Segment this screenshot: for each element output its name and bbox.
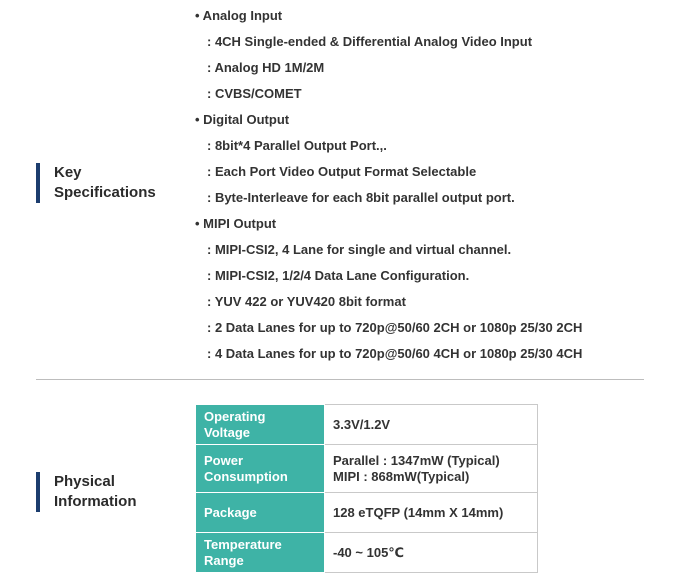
row-key-line: Temperature [204,536,282,552]
row-key-line: Range [204,552,244,568]
physical-information-label [36,472,137,512]
spec-item: : Analog HD 1M/2M [207,60,325,75]
row-value-line: 3.3V/1.2V [333,416,391,432]
row-value-line: Parallel : 1347mW (Typical) [333,452,500,468]
row-key-temperature-range [196,533,325,573]
row-key-line: Package [204,504,257,520]
spec-item: : MIPI-CSI2, 1/2/4 Data Lane Configuration. [207,268,470,283]
spec-item: : Byte-Interleave for each 8bit parallel output port. [207,190,515,205]
row-value-line: 128 eTQFP (14mm X 14mm) [333,504,504,520]
table-row [196,493,538,533]
spec-item: : Each Port Video Output Format Selectable [207,164,477,179]
label-accent-bar [36,163,40,203]
row-value-line: -40 ~ 105℃ [333,544,405,560]
key-specifications-label-line-1: Key [54,164,82,181]
label-accent-bar [36,472,40,512]
row-key-line: Consumption [204,468,288,484]
row-key-package [196,493,325,533]
row-value-line: MIPI : 868mW(Typical) [333,468,470,484]
table-row [196,445,538,493]
spec-item: : 4 Data Lanes for up to 720p@50/60 4CH or 1080p 25/30 4CH [207,346,583,361]
spec-item: : MIPI-CSI2, 4 Lane for single and virtual channel. [207,242,512,257]
row-key-line: Operating [204,408,266,424]
row-value-package [325,493,538,533]
row-key-line: Power [204,452,244,468]
key-specifications-list [195,3,582,367]
physical-information-label-line-1: Physical [54,473,115,490]
physical-information-label-line-2: Information [54,493,137,510]
row-key-operating-voltage [196,405,325,445]
row-value-operating-voltage [325,405,538,445]
table-row [196,533,538,573]
spec-heading-mipi-output: • MIPI Output [195,216,277,231]
spec-heading-digital-output: • Digital Output [195,112,290,127]
key-specifications-label [36,163,156,203]
section-divider [36,379,644,380]
row-key-line: Voltage [204,424,250,440]
spec-heading-analog-input: • Analog Input [195,8,283,23]
row-value-temperature-range [325,533,538,573]
spec-item: : CVBS/COMET [207,86,302,101]
spec-item: : 8bit*4 Parallel Output Port.,. [207,138,387,153]
spec-item: : YUV 422 or YUV420 8bit format [207,294,406,309]
physical-information-table [195,404,538,573]
spec-item: : 2 Data Lanes for up to 720p@50/60 2CH or 1080p 25/30 2CH [207,320,583,335]
row-key-power-consumption [196,445,325,493]
key-specifications-label-line-2: Specifications [54,184,156,201]
row-value-power-consumption [325,445,538,493]
spec-item: : 4CH Single-ended & Differential Analog Video Input [207,34,533,49]
table-row [196,405,538,445]
